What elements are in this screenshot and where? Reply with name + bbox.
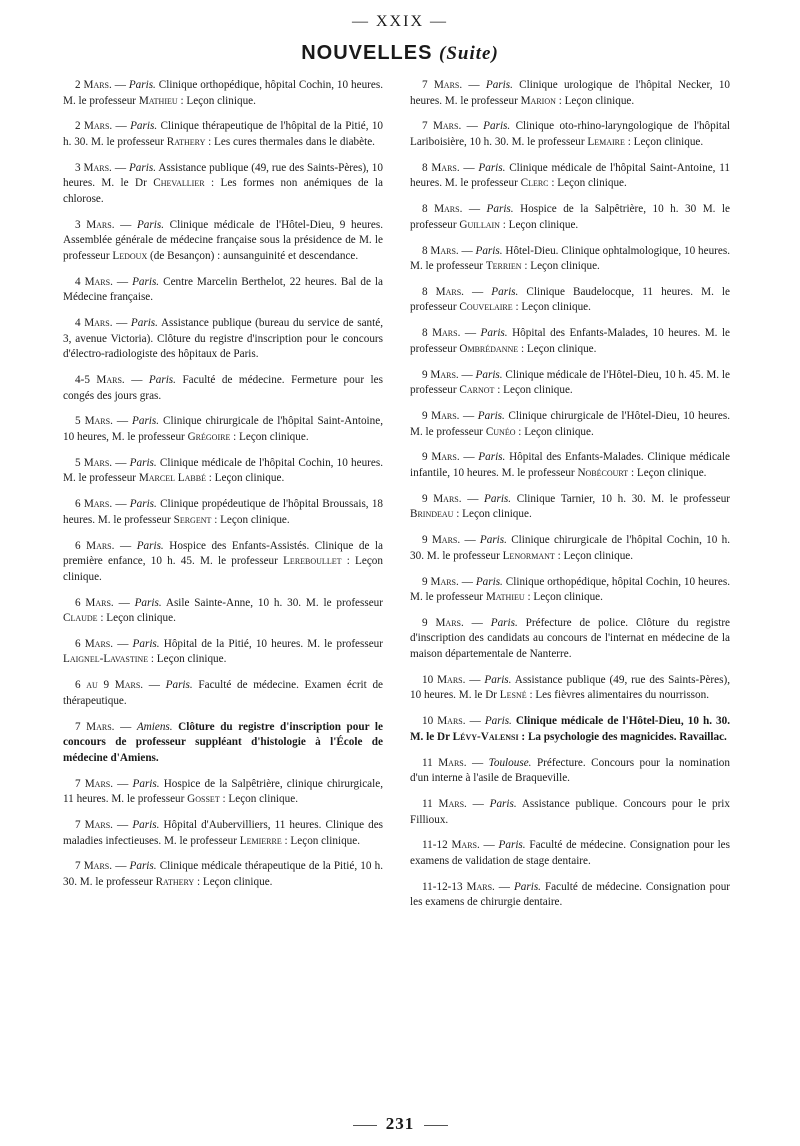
entry-person-name: Nobécourt	[577, 466, 629, 479]
news-entry: 6 Mars. — Paris. Clinique propédeutique de l'hôpital Broussais, 18 heures. M. le professeur Sergent : Leçon clinique.	[63, 498, 384, 526]
entry-text: : Leçon clinique.	[281, 834, 361, 847]
entry-text: Hôtel-Dieu. Clinique ophtalmologique, 10 heures. M. le professeur	[410, 244, 731, 273]
entry-city: Toulouse.	[488, 756, 532, 769]
entry-text: Clinique orthopédique, hôpital Cochin, 10 heures. M. le professeur	[410, 575, 731, 604]
entry-text: Clinique médicale de l'Hôtel-Dieu, 9 heures. Assemblée générale de médecine française sous la présidence de M. le professeur	[63, 218, 384, 262]
news-entry: 4 Mars. — Paris. Centre Marcelin Berthelot, 22 heures. Bal de la Médecine française.	[63, 275, 384, 304]
entry-text: : Leçon clinique.	[518, 342, 597, 355]
entry-text: : Leçon clinique.	[211, 513, 290, 526]
entry-date: 6 au 9 Mars.	[75, 679, 144, 692]
entry-text: : Leçon clinique.	[453, 508, 532, 521]
entry-city: Paris.	[130, 120, 158, 133]
entry-text: Clinique thérapeutique de l'hôpital de la Pitié, 10 h. 30. M. le professeur	[63, 120, 384, 148]
entry-date: 9 Mars.	[422, 534, 461, 547]
entry-date: 7 Mars.	[75, 777, 114, 790]
entry-text: : Leçon clinique.	[548, 177, 627, 190]
entry-person-name: Ombrédanne	[459, 342, 519, 355]
entry-person-name: Lesné	[499, 689, 527, 702]
entry-date: 6 Mars.	[75, 498, 113, 511]
news-entry: 8 Mars. — Paris. Clinique Baudelocque, 11 heures. M. le professeur Couvelaire : Leçon clinique.	[410, 285, 731, 314]
entry-text: Clinique urologique de l'hôpital Necker, 10 heures. M. le professeur	[410, 79, 731, 107]
entry-person-name: Gosset	[187, 793, 220, 806]
entry-date: 7 Mars.	[422, 120, 462, 133]
entry-text: : Leçon clinique.	[177, 94, 256, 107]
entry-text: Assistance publique (49, rue des Saints-Pères), 10 heures. M. le Dr	[63, 161, 383, 190]
news-entry: 8 Mars. — Paris. Hospice de la Salpêtrière, 10 h. 30 M. le professeur Guillain : Leçon clinique.	[410, 203, 731, 231]
entry-text: Hôpital d'Aubervilliers, 11 heures. Clinique des maladies infectieuses. M. le professeur	[63, 818, 384, 847]
entry-date: 2 Mars.	[75, 79, 112, 91]
entry-person-name: Grégoire	[187, 431, 231, 443]
entry-text: : Leçon clinique.	[219, 793, 298, 806]
entry-text: : Leçon clinique.	[97, 612, 176, 625]
entry-text: Assistance publique (bureau du service de santé, 3, avenue Victoria). Clôture du registre d'inscription pour le concours d'électro-radiologiste des hôpitaux de Paris.	[63, 317, 383, 361]
news-entry: 2 Mars. — Paris. Clinique thérapeutique de l'hôpital de la Pitié, 10 h. 30. M. le professeur Rathery : Les cures thermales dans le diabète.	[63, 120, 384, 148]
footer-rule-right	[424, 1125, 448, 1126]
entry-city: Paris.	[132, 777, 160, 790]
page-footer	[0, 1114, 800, 1134]
entry-date: 7 Mars.	[75, 818, 113, 831]
entry-person-name: Carnot	[459, 384, 495, 397]
section-title-suite: (Suite)	[439, 43, 499, 64]
entry-city: Paris.	[128, 79, 156, 91]
entry-date: 5 Mars.	[75, 456, 113, 469]
news-entry: 7 Mars. — Paris. Clinique médicale thérapeutique de la Pitié, 10 h. 30. M. le professeur Rathery : Leçon clinique.	[63, 860, 383, 888]
entry-text: Clinique médicale de l'Hôtel-Dieu, 10 h. 45. M. le professeur	[410, 368, 730, 397]
entry-text: : Les fièvres alimentaires du nourrisson.	[526, 689, 710, 702]
entry-text: : Leçon clinique.	[512, 301, 591, 314]
entry-city: Paris.	[128, 161, 156, 174]
entry-date: 9 Mars.	[422, 451, 460, 464]
entry-person-name: Clerc	[520, 177, 549, 190]
entry-date: 9 Mars.	[422, 410, 460, 422]
entry-date: 9 Mars.	[422, 368, 459, 381]
entry-city: Paris.	[136, 539, 164, 552]
entry-date: 4-5 Mars.	[75, 374, 125, 387]
news-entry: 9 Mars. — Paris. Clinique Tarnier, 10 h. 30. M. le professeur Brindeau : Leçon clinique.	[410, 492, 731, 521]
entry-date: 8 Mars.	[422, 203, 463, 216]
news-entry: 2 Mars. — Paris. Clinique orthopédique, hôpital Cochin, 10 heures. M. le professeur Mathieu : Leçon clinique.	[63, 79, 384, 107]
entry-person-name: Marion	[520, 94, 556, 107]
page-number: 231	[385, 1114, 415, 1133]
entry-text: (de Besançon) : aunsanguinité et descendance.	[147, 249, 359, 262]
entry-city: Paris.	[129, 860, 157, 873]
entry-city: Paris.	[132, 275, 160, 288]
entry-text: : Leçon clinique.	[63, 555, 383, 583]
entry-text: : Leçon clinique.	[524, 591, 603, 604]
entry-city: Paris.	[489, 797, 517, 810]
entry-text: : Leçon clinique.	[205, 472, 285, 485]
entry-city: Paris.	[132, 637, 160, 650]
entry-date: 8 Mars.	[422, 327, 461, 340]
entry-city: Paris.	[491, 285, 519, 298]
entry-date: 9 Mars.	[422, 575, 459, 588]
entry-date: 11 Mars.	[422, 756, 467, 769]
entry-text: : Leçon clinique.	[521, 260, 600, 273]
entry-city: Paris.	[513, 880, 541, 893]
entry-text: : Leçon clinique.	[515, 425, 594, 438]
entry-text: : La psychologie des magnicides. Ravaillac.	[518, 730, 727, 743]
entry-person-name: Chevallier	[153, 177, 205, 190]
entry-city: Paris.	[165, 679, 193, 692]
entry-city: Paris.	[475, 368, 503, 381]
news-entry: 9 Mars. — Paris. Clinique orthopédique, hôpital Cochin, 10 heures. M. le professeur Mathieu : Leçon clinique.	[410, 575, 731, 604]
news-entry: 11-12-13 Mars. — Paris. Faculté de médecine. Consignation pour les examens de chirurgie dentaire.	[410, 880, 731, 909]
entry-text: Clinique Baudelocque, 11 heures. M. le professeur	[410, 285, 731, 314]
entry-city: Paris.	[478, 161, 506, 174]
entry-date: 6 Mars.	[75, 637, 114, 650]
news-entry: 7 Mars. — Paris. Clinique urologique de l'hôpital Necker, 10 heures. M. le professeur Marion : Leçon clinique.	[410, 79, 731, 107]
entry-text: Clinique médicale de l'Hôtel-Dieu, 10 h. 30. M. le Dr	[410, 715, 731, 743]
news-entry: 8 Mars. — Paris. Clinique médicale de l'hôpital Saint-Antoine, 11 heures. M. le professeur Clerc : Leçon clinique.	[410, 161, 731, 190]
entry-city: Paris.	[129, 456, 157, 469]
entry-text: Clôture du registre d'inscription pour le concours de professeur suppléant d'histologie à l'École de médecine d'Amiens.	[63, 720, 384, 764]
entry-person-name: Lévy-Valensi	[452, 730, 519, 743]
entry-text: Assistance publique. Concours pour le prix Fillioux.	[410, 797, 730, 826]
entry-date: 11-12-13 Mars.	[422, 880, 495, 893]
entry-text: Hospice de la Salpêtrière, clinique chirurgicale, 11 heures. M. le professeur	[63, 777, 383, 806]
entry-date: 7 Mars.	[75, 860, 113, 873]
entry-date: 10 Mars.	[422, 715, 466, 728]
entry-person-name: Mathieu	[138, 94, 178, 107]
entry-person-name: Lemierre	[239, 834, 282, 847]
entry-person-name: Terrien	[485, 260, 522, 273]
entry-date: 4 Mars.	[75, 275, 113, 288]
entry-text: Clinique propédeutique de l'hôpital Broussais, 18 heures. M. le professeur	[63, 498, 384, 526]
entry-city: Paris.	[484, 673, 512, 686]
news-entry: 9 Mars. — Paris. Clinique chirurgicale de l'hôpital Cochin, 10 h. 30. M. le professeur Lenormant : Leçon clinique.	[410, 534, 730, 562]
entry-person-name: Brindeau	[410, 508, 454, 521]
news-entry: 11 Mars. — Toulouse. Préfecture. Concours pour la nomination d'un interne à l'asile de Braqueville.	[410, 756, 730, 785]
entry-text: : Leçon clinique.	[230, 431, 309, 443]
entry-city: Paris.	[132, 818, 160, 831]
entry-date: 8 Mars.	[422, 244, 459, 257]
entry-text: Hôpital de la Pitié, 10 heures. M. le professeur	[163, 637, 383, 650]
news-entry: 11-12 Mars. — Paris. Faculté de médecine. Consignation pour les examens de validation de stage dentaire.	[410, 839, 731, 867]
news-entry: 6 Mars. — Paris. Asile Sainte-Anne, 10 h. 30. M. le professeur Claude : Leçon clinique.	[63, 596, 383, 625]
entry-text: Faculté de médecine. Consignation pour les examens de chirurgie dentaire.	[410, 880, 731, 909]
news-entry: 6 Mars. — Paris. Hospice des Enfants-Assistés. Clinique de la première enfance, 10 h. 45. M. le professeur Lereboullet : Leçon clinique.	[63, 539, 384, 583]
news-entry: 7 Mars. — Paris. Clinique oto-rhino-laryngologique de l'hôpital Lariboisière, 10 h. 30. M. le professeur Lemaire : Leçon clinique.	[410, 120, 731, 148]
entry-date: 9 Mars.	[422, 616, 464, 629]
entry-city: Paris.	[477, 410, 505, 422]
entry-date: 5 Mars.	[75, 415, 113, 428]
entry-text: Centre Marcelin Berthelot, 22 heures. Bal de la Médecine française.	[63, 275, 384, 304]
news-entry: 3 Mars. — Paris. Clinique médicale de l'Hôtel-Dieu, 9 heures. Assemblée générale de médecine française sous la présidence de M. le professeur Ledoux (de Besançon) : aunsanguinité et descendance.	[63, 218, 384, 262]
news-entry: 10 Mars. — Paris. Clinique médicale de l'Hôtel-Dieu, 10 h. 30. M. le Dr Lévy-Valensi : La psychologie des magnicides. Ravaillac.	[410, 715, 731, 743]
news-entry: 5 Mars. — Paris. Clinique chirurgicale de l'hôpital Saint-Antoine, 10 heures, M. le professeur Grégoire : Leçon clinique.	[63, 415, 384, 443]
entry-text: : Leçon clinique.	[628, 466, 707, 479]
news-entry: 5 Mars. — Paris. Clinique médicale de l'hôpital Cochin, 10 heures. M. le professeur Marcel Labbé : Leçon clinique.	[63, 456, 384, 485]
news-entry: 11 Mars. — Paris. Assistance publique. Concours pour le prix Fillioux.	[410, 797, 730, 826]
entry-person-name: Laignel-Lavastine	[63, 653, 149, 666]
section-title	[0, 42, 800, 65]
entry-text: Faculté de médecine. Fermeture pour les congés des jours gras.	[63, 374, 383, 402]
entry-city: Paris.	[148, 374, 176, 387]
entry-text: Faculté de médecine. Consignation pour les examens de validation de stage dentaire.	[410, 839, 731, 867]
entry-text: Préfecture de police. Clôture du registre d'inscription des candidats au concours de l'internat en médecine de la maison départementale de Nanterre.	[410, 616, 731, 661]
entry-date: 11-12 Mars.	[422, 839, 480, 852]
entry-person-name: Lemaire	[587, 135, 625, 148]
entry-date: 2 Mars.	[75, 120, 113, 133]
entry-date: 6 Mars.	[75, 539, 115, 552]
entry-text: : Les formes non anémiques de la chlorose.	[63, 177, 383, 205]
footer-rule-left	[353, 1125, 377, 1126]
entry-person-name: Ledoux	[112, 249, 148, 262]
entry-date: 8 Mars.	[422, 161, 460, 174]
entry-date: 8 Mars.	[422, 285, 464, 298]
entry-city: Paris.	[490, 616, 518, 629]
entry-city: Paris.	[483, 120, 511, 133]
right-column	[410, 78, 730, 921]
entry-text: Clinique médicale de l'hôpital Saint-Antoine, 11 heures. M. le professeur	[410, 161, 731, 190]
entry-date: 9 Mars.	[422, 492, 462, 505]
entry-city: Paris.	[475, 575, 503, 588]
entry-person-name: Claude	[63, 612, 98, 625]
entry-text: : Leçon clinique.	[194, 875, 273, 888]
entry-date: 4 Mars.	[75, 317, 113, 330]
entry-city: Paris.	[479, 534, 507, 547]
news-entry: 8 Mars. — Paris. Hôpital des Enfants-Malades, 10 heures. M. le professeur Ombrédanne : Leçon clinique.	[410, 327, 731, 355]
entry-date: 3 Mars.	[75, 161, 112, 174]
entry-date: 11 Mars.	[422, 797, 467, 810]
entry-text: : Leçon clinique.	[624, 135, 704, 148]
entry-text: Hospice des Enfants-Assistés. Clinique de la première enfance, 10 h. 45. M. le professeur	[63, 539, 384, 568]
entry-text: Préfecture. Concours pour la nomination d'un interne à l'asile de Braqueville.	[410, 756, 730, 785]
news-entry: 6 Mars. — Paris. Hôpital de la Pitié, 10 heures. M. le professeur Laignel-Lavastine : Leçon clinique.	[63, 637, 383, 666]
news-entry: 9 Mars. — Paris. Préfecture de police. Clôture du registre d'inscription des candidats au concours de l'internat en médecine de la maison départementale de Nanterre.	[410, 616, 731, 661]
entry-text: Clinique médicale thérapeutique de la Pitié, 10 h. 30. M. le professeur	[63, 860, 383, 888]
entry-person-name: Rathery	[155, 875, 195, 888]
entry-text: : Les cures thermales dans le diabète.	[205, 135, 375, 148]
entry-person-name: Mathieu	[485, 591, 525, 604]
entry-text: : Leçon clinique.	[554, 549, 634, 562]
entry-city: Paris.	[498, 839, 526, 852]
entry-date: 6 Mars.	[75, 596, 114, 609]
entry-text: Asile Sainte-Anne, 10 h. 30. M. le professeur	[165, 596, 383, 609]
left-column	[63, 78, 383, 901]
entry-text: Clinique chirurgicale de l'Hôtel-Dieu, 10 heures. M. le professeur	[410, 410, 731, 438]
entry-text: Clinique Tarnier, 10 h. 30. M. le professeur	[516, 492, 731, 505]
news-entry: 4-5 Mars. — Paris. Faculté de médecine. Fermeture pour les congés des jours gras.	[63, 374, 383, 402]
entry-person-name: Marcel Labbé	[138, 472, 206, 485]
entry-text: : Leçon clinique.	[148, 653, 227, 666]
news-entry: 9 Mars. — Paris. Hôpital des Enfants-Malades. Clinique médicale infantile, 10 heures. M. le professeur Nobécourt : Leçon clinique.	[410, 451, 730, 479]
entry-text: : Leçon clinique.	[494, 384, 573, 397]
page-roman-numeral: — XXIX —	[352, 13, 448, 30]
news-entry: 6 au 9 Mars. — Paris. Faculté de médecine. Examen écrit de thérapeutique.	[63, 679, 384, 707]
entry-date: 3 Mars.	[75, 218, 115, 231]
news-entry: 9 Mars. — Paris. Clinique médicale de l'Hôtel-Dieu, 10 h. 45. M. le professeur Carnot : Leçon clinique.	[410, 368, 730, 397]
entry-person-name: Couvelaire	[459, 301, 513, 314]
entry-city: Paris.	[478, 451, 506, 464]
entry-text: Clinique chirurgicale de l'hôpital Saint-Antoine, 10 heures, M. le professeur	[63, 415, 384, 443]
entry-city: Paris.	[134, 596, 162, 609]
entry-date: 7 Mars.	[75, 720, 115, 733]
entry-text: Hôpital des Enfants-Malades, 10 heures. M. le professeur	[410, 327, 731, 355]
entry-city: Amiens.	[136, 720, 173, 733]
news-entry: 4 Mars. — Paris. Assistance publique (bureau du service de santé, 3, avenue Victoria). Clôture du registre d'inscription pour le concours d'électro-radiologiste des hôpitaux de Paris.	[63, 317, 383, 361]
entry-person-name: Cunéo	[485, 425, 516, 438]
entry-person-name: Rathery	[166, 135, 206, 148]
entry-date: 7 Mars.	[422, 79, 463, 91]
entry-city: Paris.	[484, 715, 512, 728]
entry-city: Paris.	[486, 203, 514, 216]
entry-text: Clinique chirurgicale de l'hôpital Cochin, 10 h. 30. M. le professeur	[410, 534, 730, 562]
entry-city: Paris.	[130, 317, 158, 330]
entry-person-name: Lereboullet	[283, 555, 342, 568]
entry-city: Paris.	[136, 218, 164, 231]
entry-text: : Leçon clinique.	[555, 94, 635, 107]
entry-text: Clinique médicale de l'hôpital Cochin, 10 heures. M. le professeur	[63, 456, 384, 485]
entry-city: Paris.	[485, 79, 513, 91]
entry-city: Paris.	[475, 244, 503, 257]
entry-text: Clinique orthopédique, hôpital Cochin, 10 heures. M. le professeur	[63, 79, 384, 107]
section-title-text: NOUVELLES	[301, 42, 433, 64]
news-entry: 3 Mars. — Paris. Assistance publique (49, rue des Saints-Pères), 10 heures. M. le Dr Chevallier : Les formes non anémiques de la chlorose.	[63, 161, 383, 205]
entry-person-name: Sergent	[173, 513, 212, 526]
entry-person-name: Guillain	[459, 218, 500, 231]
news-entry: 7 Mars. — Paris. Hôpital d'Aubervilliers, 11 heures. Clinique des maladies infectieuses. M. le professeur Lemierre : Leçon clinique.	[63, 818, 384, 847]
news-entry: 8 Mars. — Paris. Hôtel-Dieu. Clinique ophtalmologique, 10 heures. M. le professeur Terrien : Leçon clinique.	[410, 244, 731, 273]
news-entry: 10 Mars. — Paris. Assistance publique (49, rue des Saints-Pères), 10 heures. M. le Dr Lesné : Les fièvres alimentaires du nourrisson.	[410, 673, 731, 702]
entry-text: Assistance publique (49, rue des Saints-Pères), 10 heures. M. le Dr	[410, 673, 731, 702]
entry-date: 10 Mars.	[422, 673, 466, 686]
entry-city: Paris.	[480, 327, 508, 340]
entry-text: Faculté de médecine. Examen écrit de thérapeutique.	[63, 679, 384, 707]
entry-person-name: Lenormant	[502, 549, 555, 562]
news-entry: 9 Mars. — Paris. Clinique chirurgicale de l'Hôtel-Dieu, 10 heures. M. le professeur Cunéo : Leçon clinique.	[410, 410, 731, 438]
entry-city: Paris.	[132, 415, 160, 428]
entry-city: Paris.	[484, 492, 512, 505]
entry-text: Hospice de la Salpêtrière, 10 h. 30 M. le professeur	[410, 203, 731, 231]
news-entry: 7 Mars. — Paris. Hospice de la Salpêtrière, clinique chirurgicale, 11 heures. M. le professeur Gosset : Leçon clinique.	[63, 777, 383, 806]
entry-text: Clinique oto-rhino-laryngologique de l'hôpital Lariboisière, 10 h. 30. M. le professeur	[410, 120, 731, 148]
entry-text: Hôpital des Enfants-Malades. Clinique médicale infantile, 10 heures. M. le professeur	[410, 451, 730, 479]
entry-text: : Leçon clinique.	[499, 218, 579, 231]
entry-city: Paris.	[129, 498, 157, 511]
news-entry: 7 Mars. — Amiens. Clôture du registre d'inscription pour le concours de professeur suppléant d'histologie à l'École de médecine d'Amiens.	[63, 720, 384, 764]
